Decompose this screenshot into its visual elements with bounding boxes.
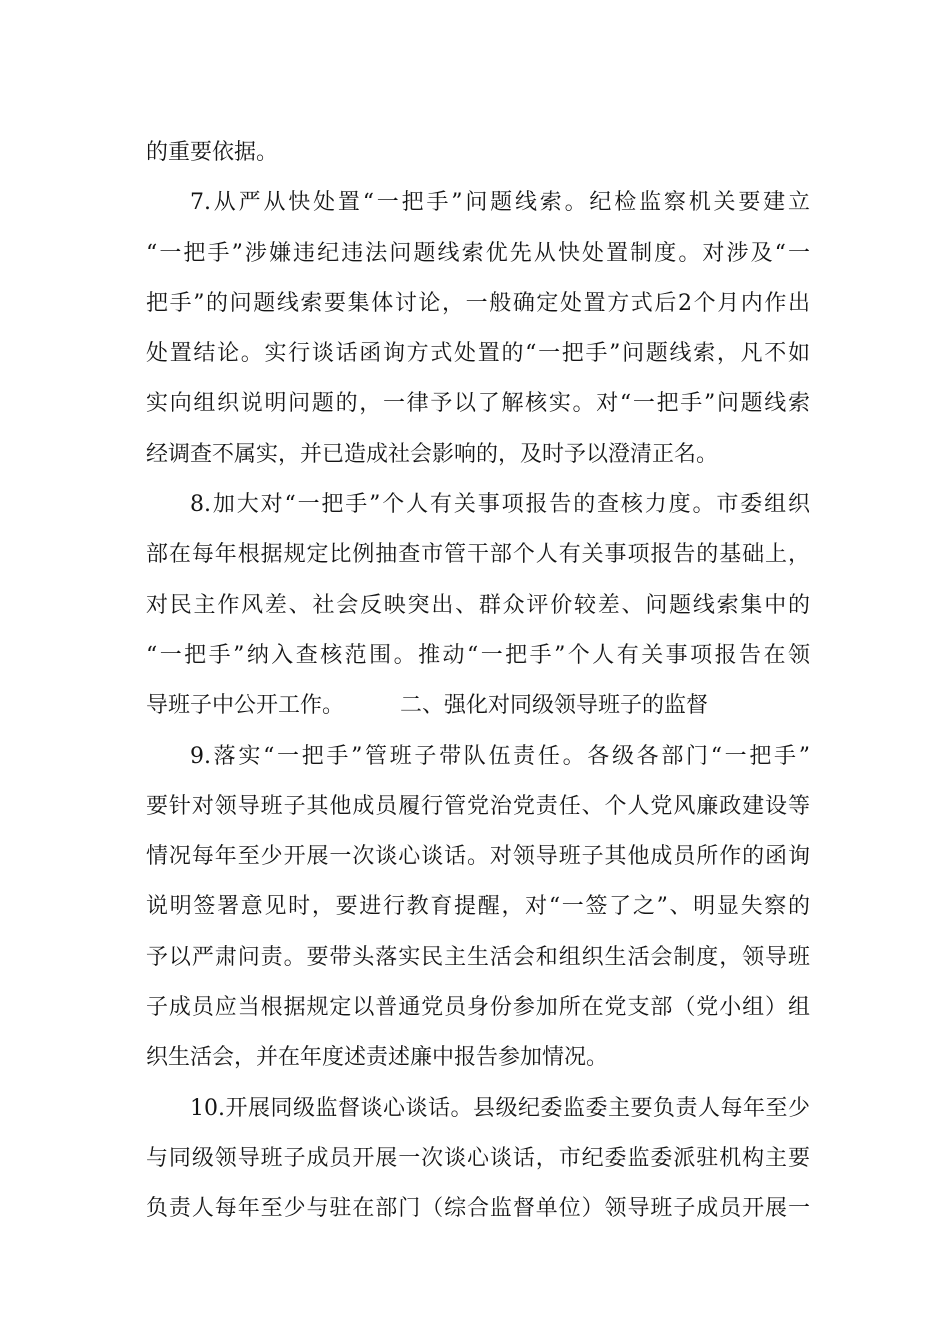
text-line: “一把手”涉嫌违纪违法问题线索优先从快处置制度。对涉及“一 [146,240,810,266]
text-line: 情况每年至少开展一次谈心谈话。对领导班子其他成员所作的函询 [146,844,810,870]
section-heading-line: 导班子中公开工作。 二、强化对同级领导班子的监督 [146,693,708,719]
text-line: 的重要依据。 [146,140,279,165]
text-line: 处置结论。实行谈话函询方式处置的“一把手”问题线索，凡不如 [146,341,810,367]
text-line: 予以严肃问责。要带头落实民主生活会和组织生活会制度，领导班 [146,944,810,970]
text-line: “一把手”纳入查核范围。推动“一把手”个人有关事项报告在领 [146,642,810,668]
text-line: 经调查不属实，并已造成社会影响的，及时予以澄清正名。 [146,441,719,467]
text-line: 把手”的问题线索要集体讨论，一般确定处置方式后2个月内作出 [146,290,810,316]
text-line: 要针对领导班子其他成员履行管党治党责任、个人党风廉政建设等 [146,793,810,819]
document-page [146,128,810,1235]
text-line: 负责人每年至少与驻在部门（综合监督单位）领导班子成员开展一 [146,1196,810,1222]
text-line: 说明签署意见时，要进行教育提醒，对“一签了之”、明显失察的 [146,894,810,920]
paragraph-heading-10: 10.开展同级监督谈心谈话。县级纪委监委主要负责人每年至少 [190,1095,810,1121]
text-line: 实向组织说明问题的，一律予以了解核实。对“一把手”问题线索 [146,391,810,417]
paragraph-heading-8: 8.加大对“一把手”个人有关事项报告的查核力度。市委组织 [190,492,810,518]
text-line: 部在每年根据规定比例抽查市管干部个人有关事项报告的基础上， [146,542,810,568]
text-line: 子成员应当根据规定以普通党员身份参加所在党支部（党小组）组 [146,995,810,1021]
text-line: 与同级领导班子成员开展一次谈心谈话，市纪委监委派驻机构主要 [146,1145,810,1171]
text-line: 对民主作风差、社会反映突出、群众评价较差、问题线索集中的 [146,592,810,618]
paragraph-heading-7: 7.从严从快处置“一把手”问题线索。纪检监察机关要建立 [190,190,810,216]
text-line: 织生活会，并在年度述责述廉中报告参加情况。 [146,1045,609,1071]
paragraph-heading-9: 9.落实“一把手”管班子带队伍责任。各级各部门“一把手” [190,743,810,769]
